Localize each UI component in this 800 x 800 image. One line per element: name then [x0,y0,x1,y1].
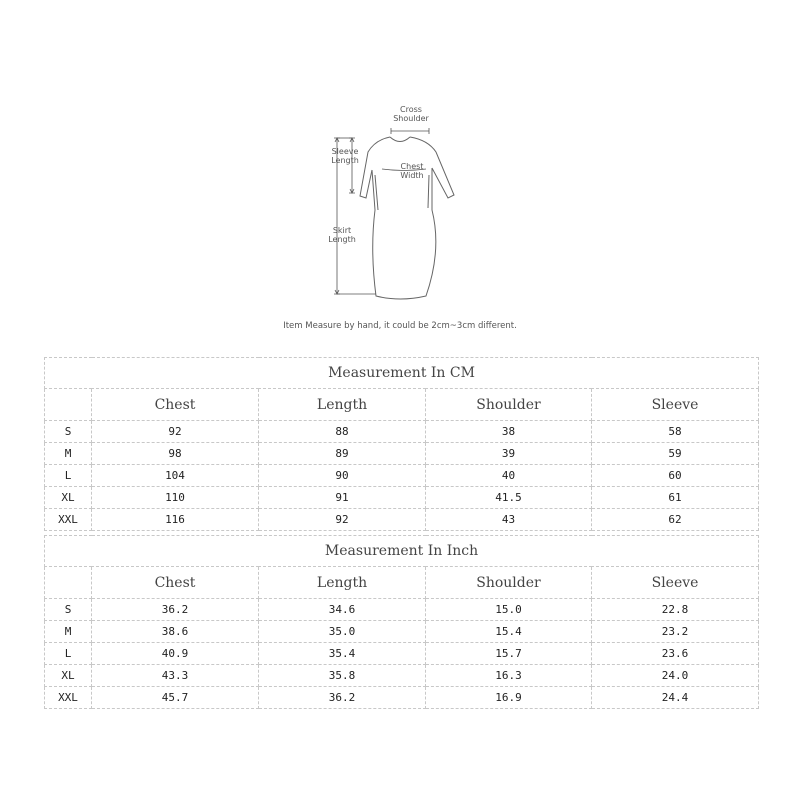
table-row [45,665,759,687]
sleeve-length-label-line2: Length [331,156,359,165]
skirt-length-label-line2: Length [328,235,356,244]
length-value: 35.4 [259,643,426,665]
corner-cell [45,567,92,599]
sleeve-value: 24.0 [592,665,759,687]
dress-measurement-diagram [320,100,480,305]
table-row [45,687,759,709]
shoulder-value: 15.4 [426,621,592,643]
column-header-shoulder: Shoulder [426,567,592,599]
length-value: 91 [259,487,426,509]
table-row [45,621,759,643]
shoulder-value: 39 [426,443,592,465]
table-row [45,443,759,465]
sleeve-value: 22.8 [592,599,759,621]
length-value: 36.2 [259,687,426,709]
chest-value: 36.2 [92,599,259,621]
table-row [45,487,759,509]
shoulder-value: 15.0 [426,599,592,621]
column-header-shoulder: Shoulder [426,389,592,421]
shoulder-value: 15.7 [426,643,592,665]
length-value: 88 [259,421,426,443]
length-value: 34.6 [259,599,426,621]
table-title: Measurement In Inch [45,536,759,567]
shoulder-value: 41.5 [426,487,592,509]
chest-width-label-line1: Chest [400,162,424,171]
sleeve-length-label-line1: Sleeve [331,147,359,156]
chest-value: 98 [92,443,259,465]
sleeve-value: 23.6 [592,643,759,665]
chest-value: 45.7 [92,687,259,709]
size-label: XL [45,487,92,509]
table-row [45,643,759,665]
length-value: 90 [259,465,426,487]
table-row [45,509,759,531]
sleeve-value: 62 [592,509,759,531]
corner-cell [45,389,92,421]
length-value: 35.8 [259,665,426,687]
column-header-sleeve: Sleeve [592,389,759,421]
size-table-cm [44,357,759,531]
table-title: Measurement In CM [45,358,759,389]
shoulder-value: 43 [426,509,592,531]
measurement-note: Item Measure by hand, it could be 2cm~3cm different. [283,321,517,331]
sleeve-value: 60 [592,465,759,487]
length-value: 35.0 [259,621,426,643]
size-table-inch [44,535,759,709]
length-value: 89 [259,443,426,465]
sleeve-value: 24.4 [592,687,759,709]
column-header-length: Length [259,389,426,421]
size-label: XXL [45,687,92,709]
cross-shoulder-label-line1: Cross [400,105,422,114]
skirt-length-label-line1: Skirt [332,226,352,235]
column-header-chest: Chest [92,567,259,599]
chest-value: 110 [92,487,259,509]
size-label: XL [45,665,92,687]
sleeve-value: 59 [592,443,759,465]
chest-value: 104 [92,465,259,487]
shoulder-value: 16.9 [426,687,592,709]
size-label: L [45,465,92,487]
table-row [45,599,759,621]
chest-width-label-line2: Width [400,171,424,180]
cross-shoulder-label-line2: Shoulder [393,114,429,123]
length-value: 92 [259,509,426,531]
chest-value: 38.6 [92,621,259,643]
size-label: S [45,599,92,621]
shoulder-value: 16.3 [426,665,592,687]
sleeve-value: 61 [592,487,759,509]
chest-value: 40.9 [92,643,259,665]
column-header-chest: Chest [92,389,259,421]
column-header-sleeve: Sleeve [592,567,759,599]
size-label: M [45,443,92,465]
sleeve-value: 58 [592,421,759,443]
table-row [45,465,759,487]
dress-outline-icon [320,100,480,305]
shoulder-value: 40 [426,465,592,487]
size-label: XXL [45,509,92,531]
chest-value: 92 [92,421,259,443]
size-label: S [45,421,92,443]
table-row [45,421,759,443]
shoulder-value: 38 [426,421,592,443]
column-header-length: Length [259,567,426,599]
sleeve-value: 23.2 [592,621,759,643]
size-label: L [45,643,92,665]
size-label: M [45,621,92,643]
chest-value: 43.3 [92,665,259,687]
chest-value: 116 [92,509,259,531]
